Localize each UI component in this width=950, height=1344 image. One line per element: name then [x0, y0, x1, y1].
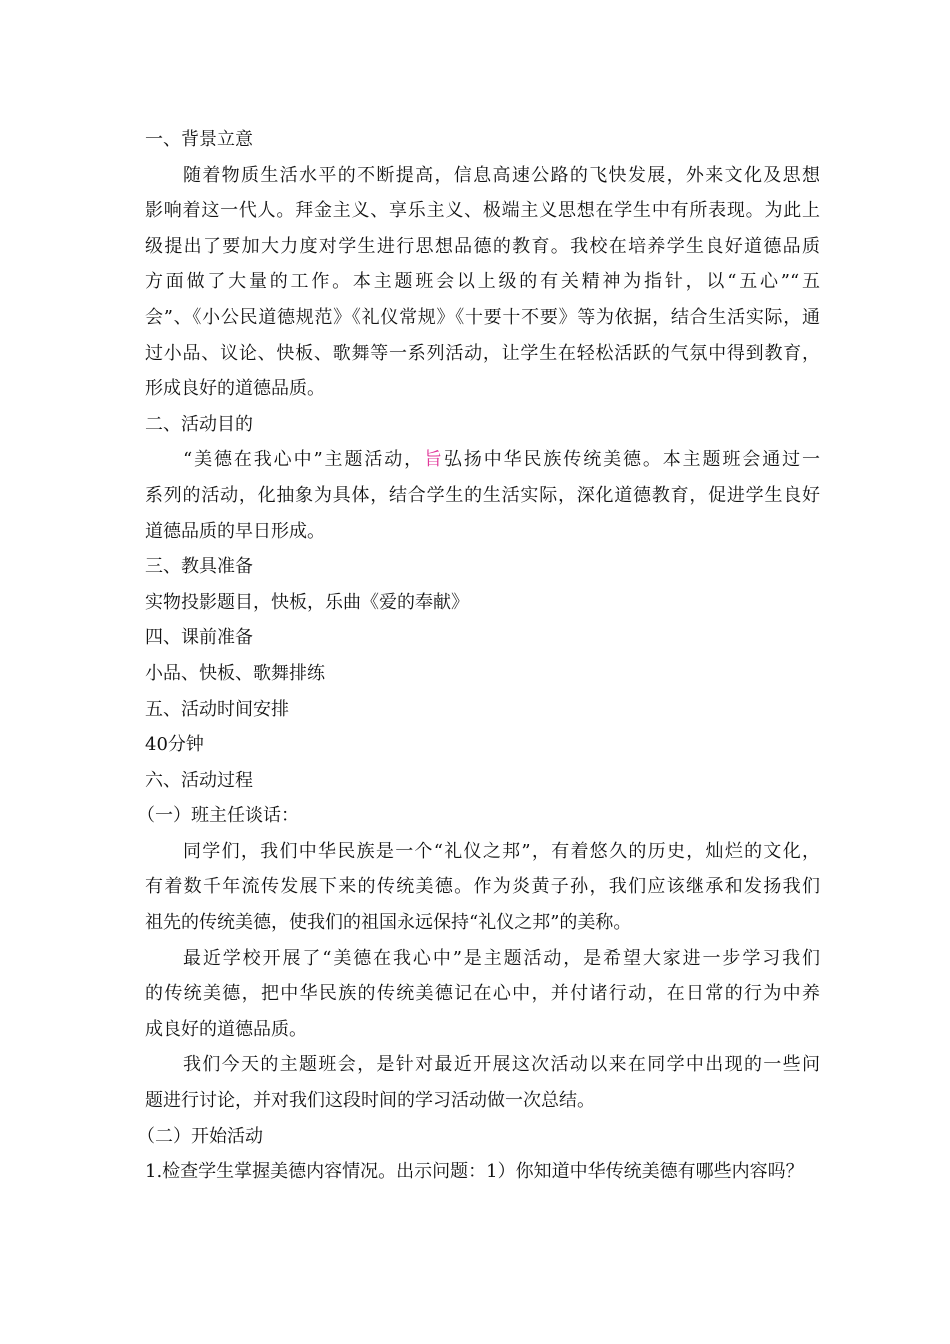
paragraph-line: 题进行讨论，并对我们这段时间的学习活动做一次总结。: [145, 1090, 595, 1112]
paragraph-line: 影响着这一代人。拜金主义、享乐主义、极端主义思想在学生中有所表现。为此上: [145, 200, 820, 222]
heading-time: 五、活动时间安排: [145, 698, 289, 720]
paragraph-line: [145, 442, 820, 478]
paragraph-line: 随着物质生活水平的不断提高，信息高速公路的飞快发展，外来文化及思想: [183, 164, 820, 186]
highlighted-char: 旨: [424, 449, 444, 471]
document-body: [137, 122, 821, 1190]
paragraph-line: 小品、快板、歌舞排练: [145, 662, 325, 684]
paragraph-line: 同学们，我们中华民族是一个“礼仪之邦”，有着悠久的历史，灿烂的文化，: [183, 840, 820, 862]
heading-preparation: 四、课前准备: [145, 627, 253, 649]
paragraph-line: 级提出了要加大力度对学生进行思想品德的教育。我校在培养学生良好道德品质: [145, 235, 820, 257]
paragraph-line: 过小品、议论、快板、歌舞等一系列活动，让学生在轻松活跃的气氛中得到教育，: [145, 342, 820, 364]
paragraph-line: 有着数千年流传发展下来的传统美德。作为炎黄子孙，我们应该继承和发扬我们: [145, 876, 820, 898]
subheading-teacher-talk: （一）班主任谈话：: [137, 805, 299, 827]
paragraph-line: 系列的活动，化抽象为具体，结合学生的生活实际，深化道德教育，促进学生良好: [145, 484, 820, 506]
paragraph-line: 成良好的道德品质。: [145, 1018, 307, 1040]
paragraph-line: 方面做了大量的工作。本主题班会以上级的有关精神为指针，以“五心”“五: [145, 271, 820, 293]
paragraph-line: 会”、《小公民道德规范》《礼仪常规》《十要十不要》等为依据，结合生活实际，通: [145, 306, 820, 328]
paragraph-line: 1.检查学生掌握美德内容情况。出示问题：1）你知道中华传统美德有哪些内容吗？: [145, 1161, 804, 1183]
heading-process: 六、活动过程: [145, 769, 253, 791]
paragraph-line: 我们今天的主题班会，是针对最近开展这次活动以来在同学中出现的一些问: [183, 1054, 820, 1076]
paragraph-line: 40分钟: [145, 734, 204, 756]
paragraph-line: 的传统美德，把中华民族的传统美德记在心中，并付诸行动，在日常的行为中养: [145, 983, 820, 1005]
line-text: “美德在我心中”主题活动，: [183, 449, 425, 471]
subheading-start-activity: （二）开始活动: [137, 1125, 263, 1147]
heading-purpose: 二、活动目的: [145, 413, 253, 435]
heading-materials: 三、教具准备: [145, 556, 253, 578]
paragraph-line: 实物投影题目，快板，乐曲《爱的奉献》: [145, 591, 469, 613]
paragraph-line: 道德品质的早日形成。: [145, 520, 325, 542]
heading-background: 一、背景立意: [145, 129, 253, 150]
line-text: 弘扬中华民族传统美德。本主题班会通过一: [443, 449, 821, 471]
paragraph-line: 最近学校开展了“美德在我心中”是主题活动，是希望大家进一步学习我们: [183, 947, 820, 969]
paragraph-line: 形成良好的道德品质。: [145, 378, 325, 400]
paragraph-line: 祖先的传统美德，使我们的祖国永远保持“礼仪之邦”的美称。: [145, 912, 632, 934]
